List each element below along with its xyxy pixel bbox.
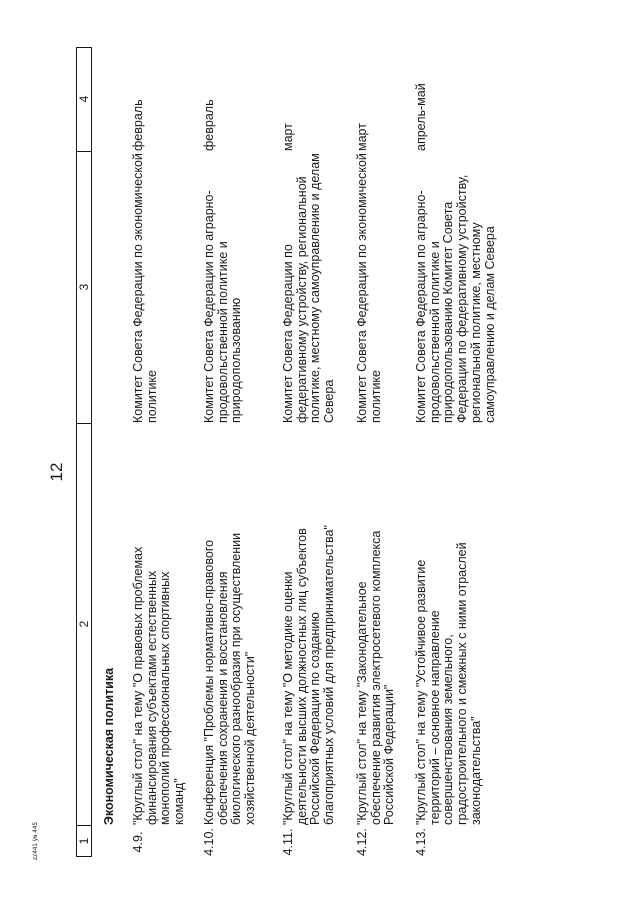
term: март [281, 123, 295, 151]
document-code: zz441 ÿѳ 445 [33, 821, 39, 861]
column-number-4: 4 [77, 47, 91, 152]
event-name: Конференция "Проблемы нормативно-правового обеспечения сохранения и восстановления биологического разнообразия при осуществлении хозяйственной деятельности" [202, 532, 258, 825]
term: март [355, 123, 369, 151]
row-number: 4.13. [414, 828, 428, 856]
organizer: Комитет Совета Федерации по экономической политике [131, 153, 159, 423]
term: февраль [202, 99, 216, 151]
row-number: 4.11. [281, 828, 295, 856]
section-title: Экономическая политика [102, 667, 116, 825]
row-number: 4.9. [131, 831, 145, 853]
event-name: "Круглый стол" на тему "О методике оценки деятельности высших должностных лиц субъектов Российской Федерации по созданию благоприятных условий для предпринимательства" [281, 525, 337, 825]
column-number-3: 3 [77, 151, 91, 424]
row-number: 4.10. [202, 828, 216, 856]
event-name: "Круглый стол" на тему "Устойчивое развитие территорий – основное направление совершенствования земельного, градостроительного и смежных с ними отраслей законодательства" [414, 542, 483, 825]
event-name: "Круглый стол" на тему "О правовых проблемах финансирования субъектами естественных монополий профессиональных спортивных команд" [131, 546, 187, 825]
organizer: Комитет Совета Федерации по экономической политике [355, 153, 383, 423]
column-number-1: 1 [77, 837, 91, 845]
term: февраль [131, 99, 145, 151]
column-number-2: 2 [77, 423, 91, 826]
organizer: Комитет Совета Федерации по аграрно-продовольственной политике и природопользованию [202, 190, 244, 423]
term: апрель-май [414, 83, 428, 151]
rotated-table [76, 47, 563, 857]
page-number: 12 [47, 462, 66, 482]
organizer: Комитет Совета Федерации по аграрно-продовольственной политике и природопользованию Комитет Совета Федерации по федеративному устройству, региональной политике, местному самоуправлению и делам Севера [414, 174, 497, 423]
event-name: "Круглый стол" на тему "Законодательное обеспечение развития электросетевого комплекса Российской Федерации" [355, 530, 397, 825]
column-number-header [76, 47, 92, 857]
organizer: Комитет Совета Федерации по федеративному устройству, региональной политике, местному самоуправлению и делам Севера [281, 153, 337, 423]
row-number: 4.12. [355, 828, 369, 856]
